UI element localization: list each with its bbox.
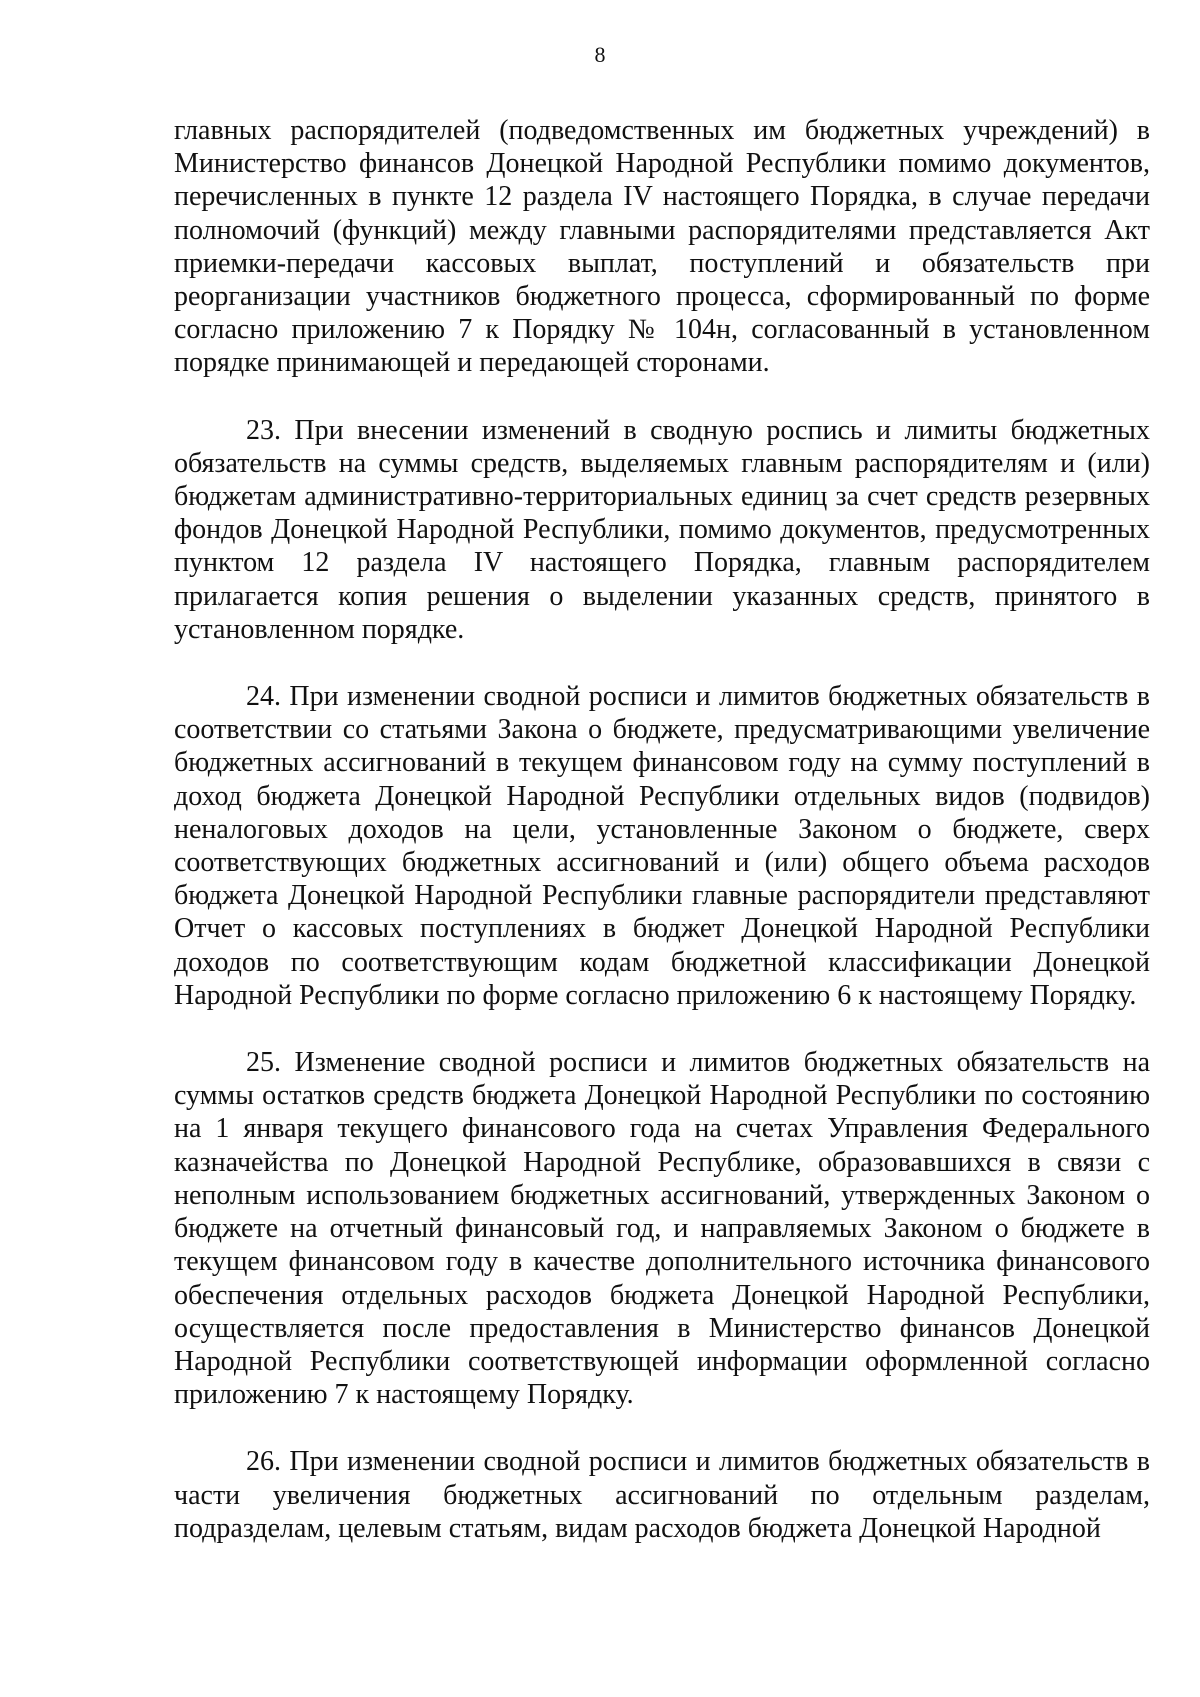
paragraph-item-23: 23. При внесении изменений в сводную роспись и лимиты бюджетных обязательств на суммы средств, выделяемых главным распорядителям и (или) бюджетам административно-территориальных единиц за счет средств резервных фондов Донецкой Народной Республики, помимо документов, предусмотренных пунктом 12 раздела IV настоящего Порядка, главным распорядителем прилагается копия решения о выделении указанных средств, принятого в установленном порядке. — [174, 414, 1150, 645]
paragraph-item-25: 25. Изменение сводной росписи и лимитов бюджетных обязательств на суммы остатков средств бюджета Донецкой Народной Республики по состоянию на 1 января текущего финансового года на счетах Управления Федерального казначейства по Донецкой Народной Республике, образовавшихся в связи с неполным использованием бюджетных ассигнований, утвержденных Законом о бюджете на отчетный финансовый год, и направляемых Законом о бюджете в текущем финансовом году в качестве дополнительного источника финансового обеспечения отдельных расходов бюджета Донецкой Народной Республики, осуществляется после предоставления в Министерство финансов Донецкой Народной Республики соответствующей информации оформленной согласно приложению 7 к настоящему Порядку. — [174, 1047, 1150, 1411]
paragraph-continuation: главных распорядителей (подведомственных им бюджетных учреждений) в Министерство финансов Донецкой Народной Республики помимо документов, перечисленных в пункте 12 раздела IV настоящего Порядка, в случае передачи полномочий (функций) между главными распорядителями представляется Акт приемки-передачи кассовых выплат, поступлений и обязательств при реорганизации участников бюджетного процесса, сформированный по форме согласно приложению 7 к Порядку № 104н, согласованный в установленном порядке принимающей и передающей сторонами. — [174, 115, 1150, 379]
paragraph-item-24: 24. При изменении сводной росписи и лимитов бюджетных обязательств в соответствии со статьями Закона о бюджете, предусматривающими увеличение бюджетных ассигнований в текущем финансовом году на сумму поступлений в доход бюджета Донецкой Народной Республики отдельных видов (подвидов) неналоговых доходов на цели, установленные Законом о бюджете, сверх соответствующих бюджетных ассигнований и (или) общего объема расходов бюджета Донецкой Народной Республики главные распорядители представляют Отчет о кассовых поступлениях в бюджет Донецкой Народной Республики доходов по соответствующим кодам бюджетной классификации Донецкой Народной Республики по форме согласно приложению 6 к настоящему Порядку. — [174, 681, 1150, 1011]
page-number: 8 — [594, 42, 606, 67]
document-body — [174, 114, 1150, 1545]
paragraph-item-26: 26. При изменении сводной росписи и лимитов бюджетных обязательств в части увеличения бюджетных ассигнований по отдельным разделам, подразделам, целевым статьям, видам расходов бюджета Донецкой Народной — [174, 1446, 1150, 1544]
